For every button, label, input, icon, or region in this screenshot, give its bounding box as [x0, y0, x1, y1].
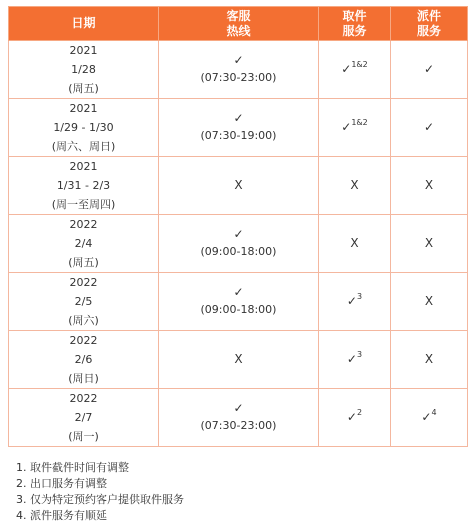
date-year: 2022 — [69, 276, 98, 289]
delivery-status: ✓ — [423, 62, 435, 76]
date-range: 2/7 — [74, 411, 93, 424]
delivery-status: X — [424, 236, 434, 250]
table-body — [9, 41, 468, 447]
pickup-status: ✓ — [341, 62, 352, 76]
date-weekday: (周六、周日) — [51, 140, 116, 153]
hotline-time: (07:30-23:00) — [200, 419, 277, 432]
hotline-cell — [159, 157, 319, 215]
date-weekday: (周五) — [68, 82, 99, 95]
delivery-cell — [391, 273, 468, 331]
delivery-note: 4 — [431, 408, 437, 418]
hotline-time: (07:30-23:00) — [200, 71, 277, 84]
date-range: 2/5 — [74, 295, 93, 308]
delivery-status: ✓ — [423, 120, 435, 134]
hotline-cell — [159, 41, 319, 99]
hotline-status: ✓ — [233, 401, 244, 415]
date-weekday: (周日) — [68, 372, 99, 385]
date-year: 2021 — [69, 160, 98, 173]
header-hotline-line2: 热线 — [226, 23, 251, 38]
hotline-status: ✓ — [233, 227, 244, 241]
delivery-status: X — [424, 294, 434, 308]
hotline-time: (09:00-18:00) — [200, 245, 277, 258]
table-row — [9, 215, 468, 273]
pickup-status: ✓ — [346, 410, 357, 424]
pickup-note: 1&2 — [351, 60, 368, 70]
footnote-3: 3. 仅为特定预约客户提供取件服务 — [16, 493, 184, 506]
table-row — [9, 99, 468, 157]
date-range: 1/29 - 1/30 — [53, 121, 114, 134]
delivery-status: X — [424, 178, 434, 192]
table-row — [9, 41, 468, 99]
hotline-status: ✓ — [233, 111, 244, 125]
table-row — [9, 389, 468, 447]
delivery-status: ✓ — [421, 410, 432, 424]
pickup-status: ✓ — [341, 120, 352, 134]
date-cell — [9, 273, 159, 331]
delivery-cell — [391, 41, 468, 99]
hotline-cell — [159, 99, 319, 157]
pickup-status: X — [350, 236, 359, 250]
header-hotline — [159, 7, 319, 41]
table-row — [9, 157, 468, 215]
date-cell — [9, 157, 159, 215]
hotline-cell — [159, 273, 319, 331]
delivery-cell — [391, 215, 468, 273]
pickup-cell — [319, 41, 391, 99]
hotline-cell — [159, 215, 319, 273]
date-cell — [9, 331, 159, 389]
pickup-note: 3 — [356, 292, 363, 302]
footnotes — [16, 460, 184, 524]
header-hotline-line1: 客服 — [226, 8, 251, 23]
date-range: 1/31 - 2/3 — [56, 179, 111, 192]
hotline-cell — [159, 331, 319, 389]
pickup-note: 1&2 — [351, 118, 368, 128]
pickup-cell — [319, 215, 391, 273]
date-weekday: (周五) — [68, 256, 99, 269]
schedule-table — [8, 6, 468, 447]
pickup-status: X — [350, 178, 359, 192]
date-year: 2022 — [69, 218, 98, 231]
footnote-4: 4. 派件服务有顺延 — [16, 509, 107, 522]
date-year: 2021 — [69, 102, 98, 115]
date-weekday: (周一至周四) — [51, 198, 116, 211]
date-year: 2021 — [69, 44, 98, 57]
delivery-cell — [391, 389, 468, 447]
date-cell — [9, 389, 159, 447]
date-range: 2/4 — [74, 237, 93, 250]
table-row — [9, 273, 468, 331]
pickup-note: 2 — [356, 408, 363, 418]
footnote-1: 1. 取件截件时间有调整 — [16, 461, 129, 474]
header-pickup — [319, 7, 391, 41]
date-range: 1/28 — [71, 63, 96, 76]
delivery-status: X — [424, 352, 434, 366]
delivery-cell — [391, 331, 468, 389]
hotline-status: X — [234, 178, 243, 192]
hotline-cell — [159, 389, 319, 447]
date-cell — [9, 41, 159, 99]
date-weekday: (周六) — [68, 314, 99, 327]
hotline-status: X — [234, 352, 243, 366]
header-date — [9, 7, 159, 41]
pickup-cell — [319, 99, 391, 157]
pickup-note: 3 — [356, 350, 363, 360]
header-delivery — [391, 7, 468, 41]
header-date-label: 日期 — [71, 16, 96, 30]
pickup-cell — [319, 273, 391, 331]
hotline-time: (09:00-18:00) — [200, 303, 277, 316]
date-range: 2/6 — [74, 353, 93, 366]
delivery-cell — [391, 157, 468, 215]
footnote-2: 2. 出口服务有调整 — [16, 477, 107, 490]
date-cell — [9, 215, 159, 273]
header-pickup-line1: 取件 — [342, 8, 367, 23]
pickup-status: ✓ — [346, 352, 357, 366]
table-header — [9, 7, 468, 41]
date-year: 2022 — [69, 334, 98, 347]
pickup-cell — [319, 331, 391, 389]
pickup-cell — [319, 389, 391, 447]
table-row — [9, 331, 468, 389]
header-delivery-line1: 派件 — [416, 8, 441, 23]
pickup-cell — [319, 157, 391, 215]
date-year: 2022 — [69, 392, 98, 405]
hotline-time: (07:30-19:00) — [200, 129, 277, 142]
hotline-status: ✓ — [233, 285, 244, 299]
header-pickup-line2: 服务 — [342, 23, 367, 38]
date-cell — [9, 99, 159, 157]
pickup-status: ✓ — [346, 294, 357, 308]
hotline-status: ✓ — [233, 53, 244, 67]
header-delivery-line2: 服务 — [416, 23, 441, 38]
date-weekday: (周一) — [68, 430, 99, 443]
delivery-cell — [391, 99, 468, 157]
